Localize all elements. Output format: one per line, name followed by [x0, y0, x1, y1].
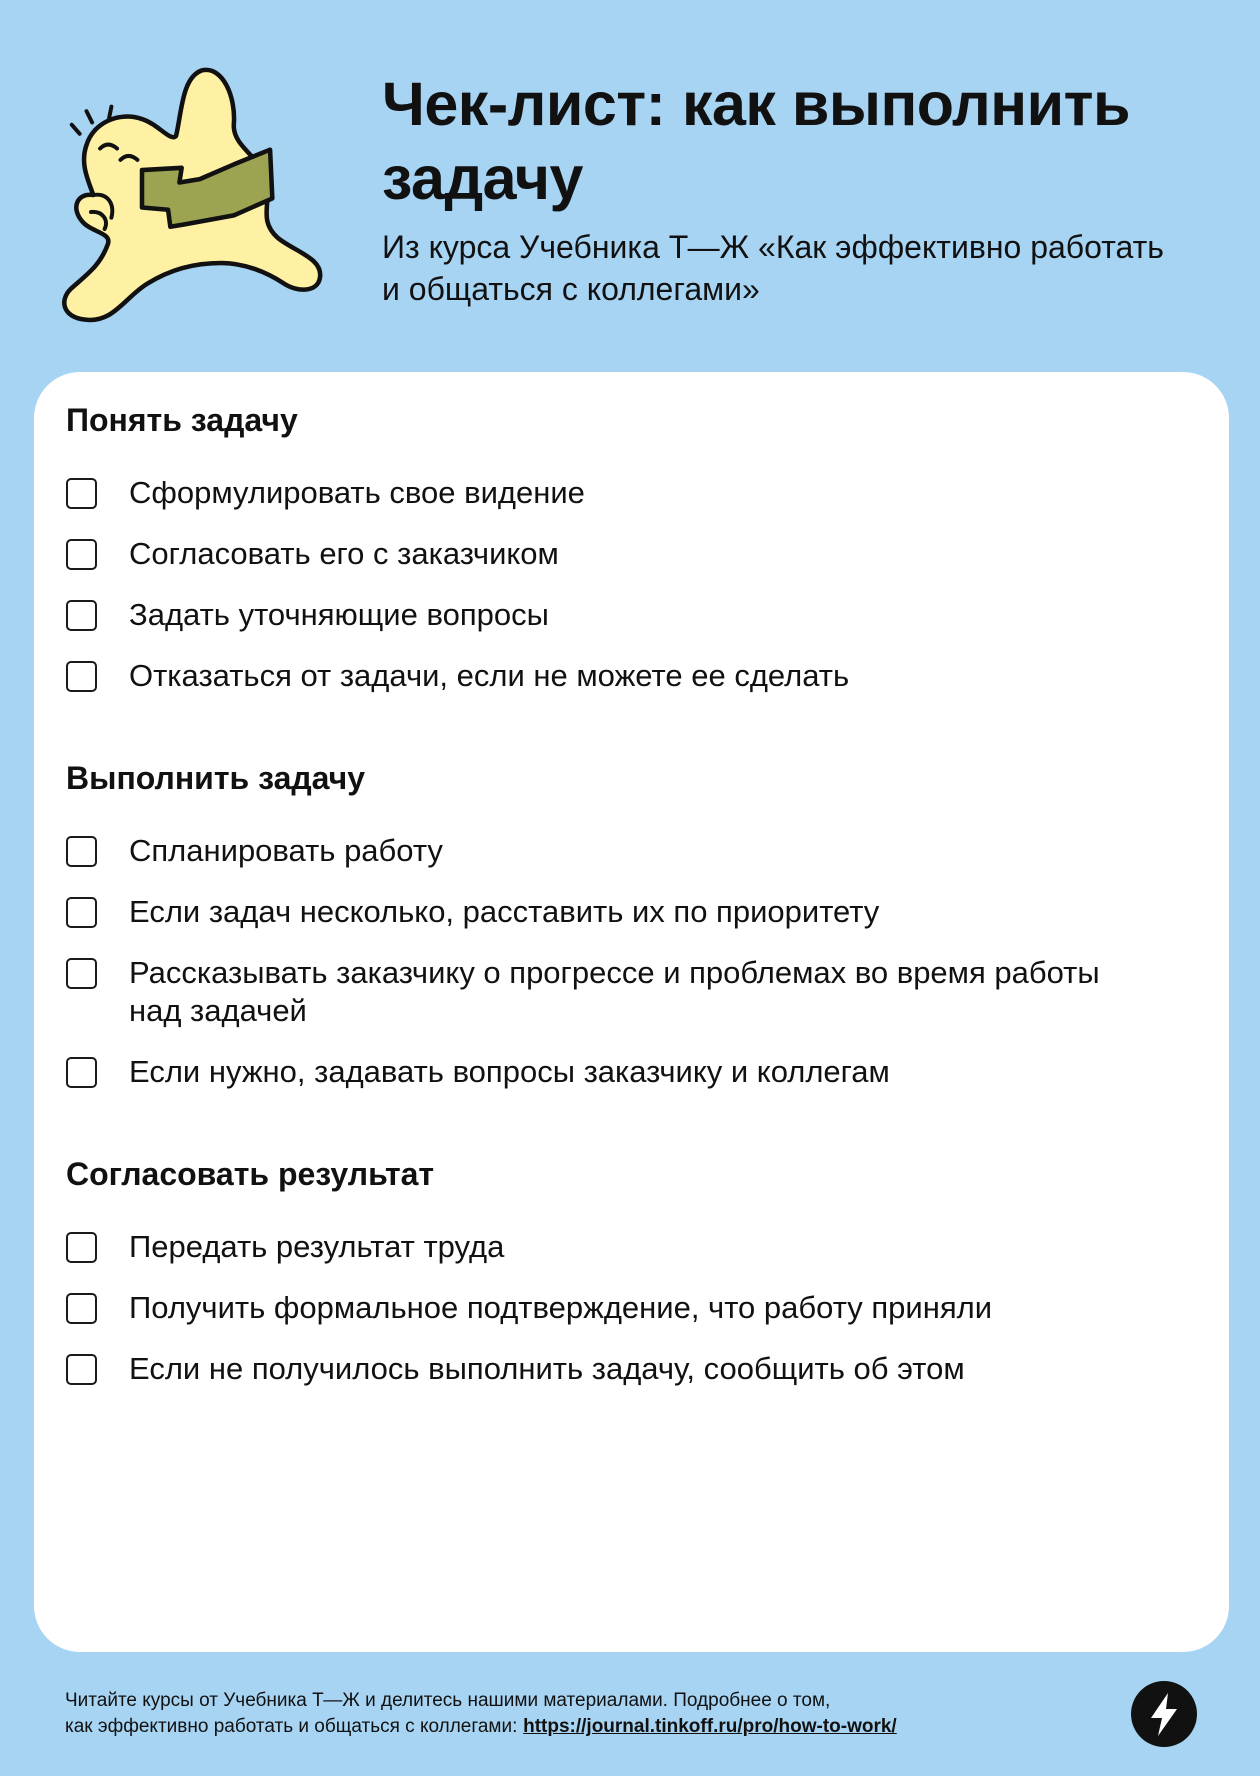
checklist-item[interactable] — [66, 832, 1197, 870]
checklist-item-label: Отказаться от задачи, если не можете ее сделать — [129, 658, 850, 693]
mascot-illustration — [57, 59, 329, 331]
checklist-item[interactable] — [66, 1053, 1197, 1091]
empty-checkbox-icon[interactable] — [66, 539, 97, 570]
section-heading: Понять задачу — [66, 402, 298, 438]
checklist-item-label: Рассказывать заказчику о прогрессе и проблемах во время работы над задачей — [129, 955, 1100, 1028]
subtitle-line: и общаться с коллегами» — [382, 271, 760, 307]
footer-line: Читайте курсы от Учебника Т—Ж и делитесь нашими материалами. Подробнее о том, — [65, 1690, 831, 1711]
checklist-item-label: Согласовать его с заказчиком — [129, 536, 559, 571]
empty-checkbox-icon[interactable] — [66, 1293, 97, 1324]
checklist-item[interactable] — [66, 1228, 1197, 1266]
page-subtitle — [382, 226, 1164, 310]
empty-checkbox-icon[interactable] — [66, 1354, 97, 1385]
empty-checkbox-icon[interactable] — [66, 600, 97, 631]
empty-checkbox-icon[interactable] — [66, 897, 97, 928]
footer-line-text: как эффективно работать и общаться с коллегами: — [65, 1716, 518, 1737]
page-title: Чек-лист: как выполнить задачу — [382, 70, 1131, 212]
checklist-item[interactable] — [66, 474, 1197, 512]
section-do-task — [66, 758, 1197, 1091]
footer-line — [65, 1714, 897, 1740]
checklist-card — [34, 372, 1229, 1652]
section-heading: Согласовать результат — [66, 1156, 435, 1192]
checklist-item-label: Сформулировать свое видение — [129, 475, 585, 510]
checklist-item-label: Если задач несколько, расставить их по приоритету — [129, 894, 880, 929]
checklist-item-label: Если не получилось выполнить задачу, сообщить об этом — [129, 1351, 965, 1386]
checklist-item[interactable] — [66, 1289, 1197, 1327]
empty-checkbox-icon[interactable] — [66, 836, 97, 867]
checklist-item[interactable] — [66, 596, 1197, 634]
empty-checkbox-icon[interactable] — [66, 661, 97, 692]
empty-checkbox-icon[interactable] — [66, 1232, 97, 1263]
subtitle-line: Из курса Учебника Т—Ж «Как эффективно работать — [382, 229, 1164, 265]
empty-checkbox-icon[interactable] — [66, 478, 97, 509]
checklist-item-label: Получить формальное подтверждение, что работу приняли — [129, 1290, 993, 1325]
checklist-item[interactable] — [66, 1350, 1197, 1388]
empty-checkbox-icon[interactable] — [66, 1057, 97, 1088]
footer-note — [65, 1688, 897, 1740]
checklist-item-label: Спланировать работу — [129, 833, 443, 868]
checklist-item[interactable] — [66, 893, 1197, 931]
checklist-item[interactable] — [66, 535, 1197, 573]
section-heading: Выполнить задачу — [66, 760, 366, 796]
checklist-item[interactable] — [66, 657, 1197, 695]
course-link[interactable]: https://journal.tinkoff.ru/pro/how-to-work/ — [523, 1716, 897, 1737]
lightning-logo-icon[interactable] — [1131, 1681, 1197, 1747]
checklist-item[interactable] — [66, 954, 1197, 1030]
checklist-item-label: Задать уточняющие вопросы — [129, 597, 549, 632]
section-agree-result — [66, 1154, 1197, 1388]
checklist-item-label: Если нужно, задавать вопросы заказчику и коллегам — [129, 1054, 890, 1089]
checklist-item-label: Передать результат труда — [129, 1229, 505, 1264]
section-understand-task — [66, 400, 1197, 695]
empty-checkbox-icon[interactable] — [66, 958, 97, 989]
